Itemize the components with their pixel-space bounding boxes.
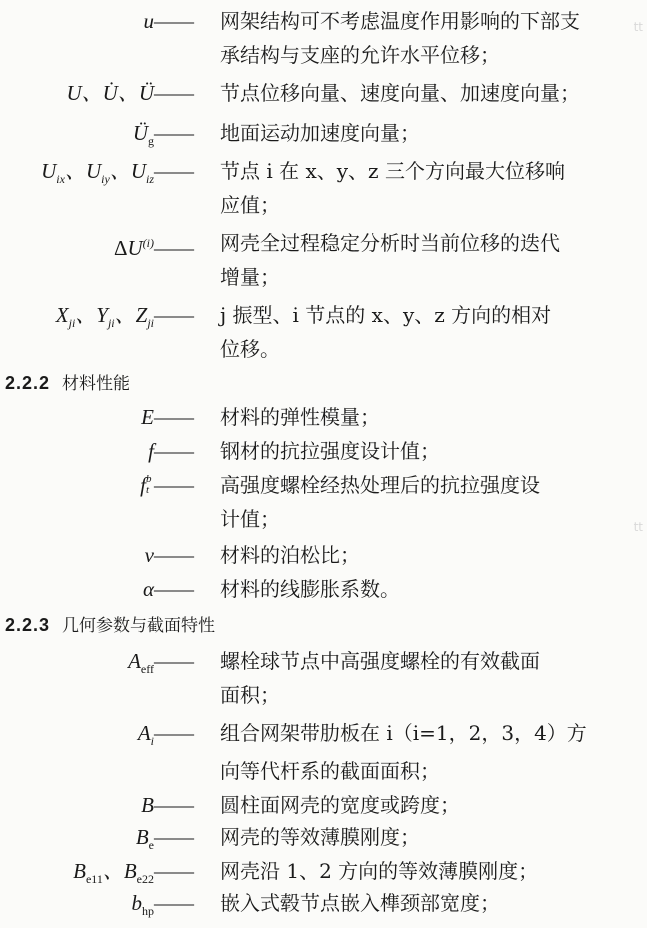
entry-description-cont: 承结构与支座的允许水平位移； <box>220 43 500 67</box>
entry-description: 节点 i 在 x、y、z 三个方向最大位移响 <box>220 159 565 183</box>
symbol-entry-delta-u <box>0 226 647 260</box>
entry-description-cont: 增量； <box>220 265 280 289</box>
entry-description: 网壳沿 1、2 方向的等效薄膜刚度； <box>220 859 539 883</box>
entry-description: 网架结构可不考虑温度作用影响的下部支 <box>220 9 580 33</box>
entry-symbol: $X_{ji}$、$Y_{ji}$、$Z_{ji}——$ <box>55 303 192 331</box>
entry-continuation <box>0 754 647 788</box>
entry-description: 网壳全过程稳定分析时当前位移的迭代 <box>220 231 560 255</box>
entry-description: 嵌入式毂节点嵌入榫颈部宽度； <box>220 891 500 915</box>
entry-continuation <box>0 260 647 294</box>
entry-symbol: ν—— <box>144 543 192 567</box>
entry-continuation <box>0 332 647 366</box>
symbol-entry-E <box>0 400 647 434</box>
entry-description-cont: 应值； <box>220 193 280 217</box>
section-number: 2.2.2 <box>5 373 51 393</box>
entry-continuation <box>0 188 647 222</box>
entry-description-cont: 计值； <box>220 507 280 531</box>
entry-symbol: $Ü_g——$ <box>132 121 192 149</box>
entry-description: 网壳的等效薄膜刚度； <box>220 825 420 849</box>
entry-description-cont: 面积； <box>220 683 280 707</box>
watermark: tt <box>633 20 643 34</box>
symbol-entry-alpha <box>0 572 647 606</box>
entry-symbol: $A_{eff}——$ <box>128 649 192 677</box>
entry-symbol: B—— <box>141 793 192 817</box>
symbol-entry-Be <box>0 820 647 854</box>
entry-description: 钢材的抗拉强度设计值； <box>220 439 440 463</box>
section-heading-2-2-2 <box>5 368 130 398</box>
entry-description: 材料的泊松比； <box>220 543 360 567</box>
entry-symbol: $A_i——$ <box>137 721 192 749</box>
entry-symbol: ΔU$^{(i)}$—— <box>113 236 192 260</box>
entry-symbol: E—— <box>141 405 192 429</box>
entry-description: 组合网架带肋板在 i（i=1，2，3，4）方 <box>220 721 587 745</box>
section-number: 2.2.3 <box>5 615 51 635</box>
entry-symbol: $U_{ix}$、$U_{iy}$、$U_{iz}——$ <box>41 159 192 187</box>
section-title: 材料性能 <box>62 374 131 394</box>
symbol-entry-u <box>0 4 647 38</box>
section-title: 几何参数与截面特性 <box>62 616 216 636</box>
symbol-entry-f <box>0 434 647 468</box>
symbol-entry-Ai <box>0 716 647 750</box>
entry-description: 材料的线膨胀系数。 <box>220 577 400 601</box>
entry-description: 螺栓球节点中高强度螺栓的有效截面 <box>220 649 540 673</box>
entry-description: 高强度螺栓经热处理后的抗拉强度设 <box>220 473 540 497</box>
watermark: tt <box>633 520 643 534</box>
symbol-entry-B <box>0 788 647 822</box>
entry-description: 节点位移向量、速度向量、加速度向量； <box>220 81 580 105</box>
symbol-entry-bhp <box>0 886 647 920</box>
section-heading-2-2-3 <box>5 610 215 640</box>
entry-symbol: $B_{e11}$、$B_{e22}——$ <box>73 859 192 887</box>
entry-symbol: $b_{hp}——$ <box>131 891 192 919</box>
entry-symbol: $B_e——$ <box>135 825 192 853</box>
entry-continuation <box>0 502 647 536</box>
entry-description: 地面运动加速度向量； <box>220 121 420 145</box>
symbol-entry-ground-accel <box>0 116 647 150</box>
symbol-entry-max-disp <box>0 154 647 188</box>
entry-continuation <box>0 678 647 712</box>
symbol-entry-fbt <box>0 468 647 502</box>
entry-symbol: U、U̇、Ü—— <box>66 81 192 105</box>
symbol-entry-nu <box>0 538 647 572</box>
symbol-entry-Aeff <box>0 644 647 678</box>
entry-symbol: u—— <box>143 9 192 33</box>
entry-description: 圆柱面网壳的宽度或跨度； <box>220 793 460 817</box>
entry-continuation <box>0 38 647 72</box>
entry-description: 材料的弹性模量； <box>220 405 380 429</box>
symbol-entry-u-vectors <box>0 76 647 110</box>
entry-description: j 振型、i 节点的 x、y、z 方向的相对 <box>220 303 552 327</box>
entry-description-cont: 向等代杆系的截面面积； <box>220 759 440 783</box>
entry-description-cont: 位移。 <box>220 337 280 361</box>
symbol-entry-mode-disp <box>0 298 647 332</box>
symbol-entry-Be11-Be22 <box>0 854 647 888</box>
entry-symbol: f b t —— <box>140 473 192 497</box>
entry-symbol: α—— <box>142 577 192 601</box>
entry-symbol: f—— <box>148 439 192 463</box>
